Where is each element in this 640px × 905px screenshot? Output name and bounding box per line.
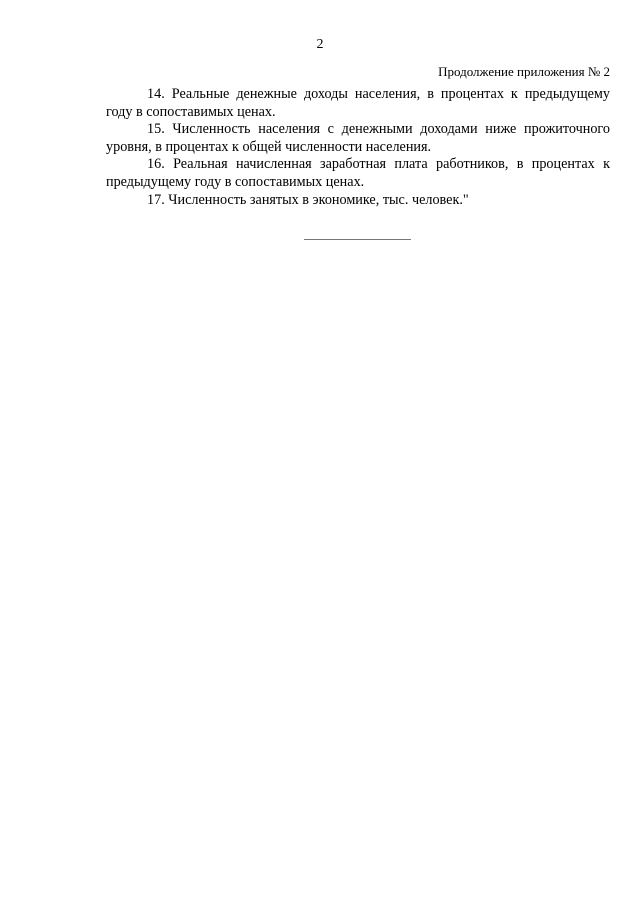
- indicator-list: [106, 86, 610, 209]
- list-item: 17. Численность занятых в экономике, тыс. человек.": [147, 191, 469, 208]
- appendix-continuation-note: Продолжение приложения № 2: [438, 64, 610, 79]
- end-divider: [304, 239, 411, 240]
- list-item: 15. Численность населения с денежными доходами ниже прожиточного уровня, в процентах к общей численности населения.: [106, 121, 610, 155]
- list-item: 14. Реальные денежные доходы населения, в процентах к предыдущему году в сопоставимых ценах.: [106, 86, 610, 120]
- page-number: 2: [316, 37, 324, 52]
- list-item: 16. Реальная начисленная заработная плата работников, в процентах к предыдущему году в сопоставимых ценах.: [106, 156, 610, 190]
